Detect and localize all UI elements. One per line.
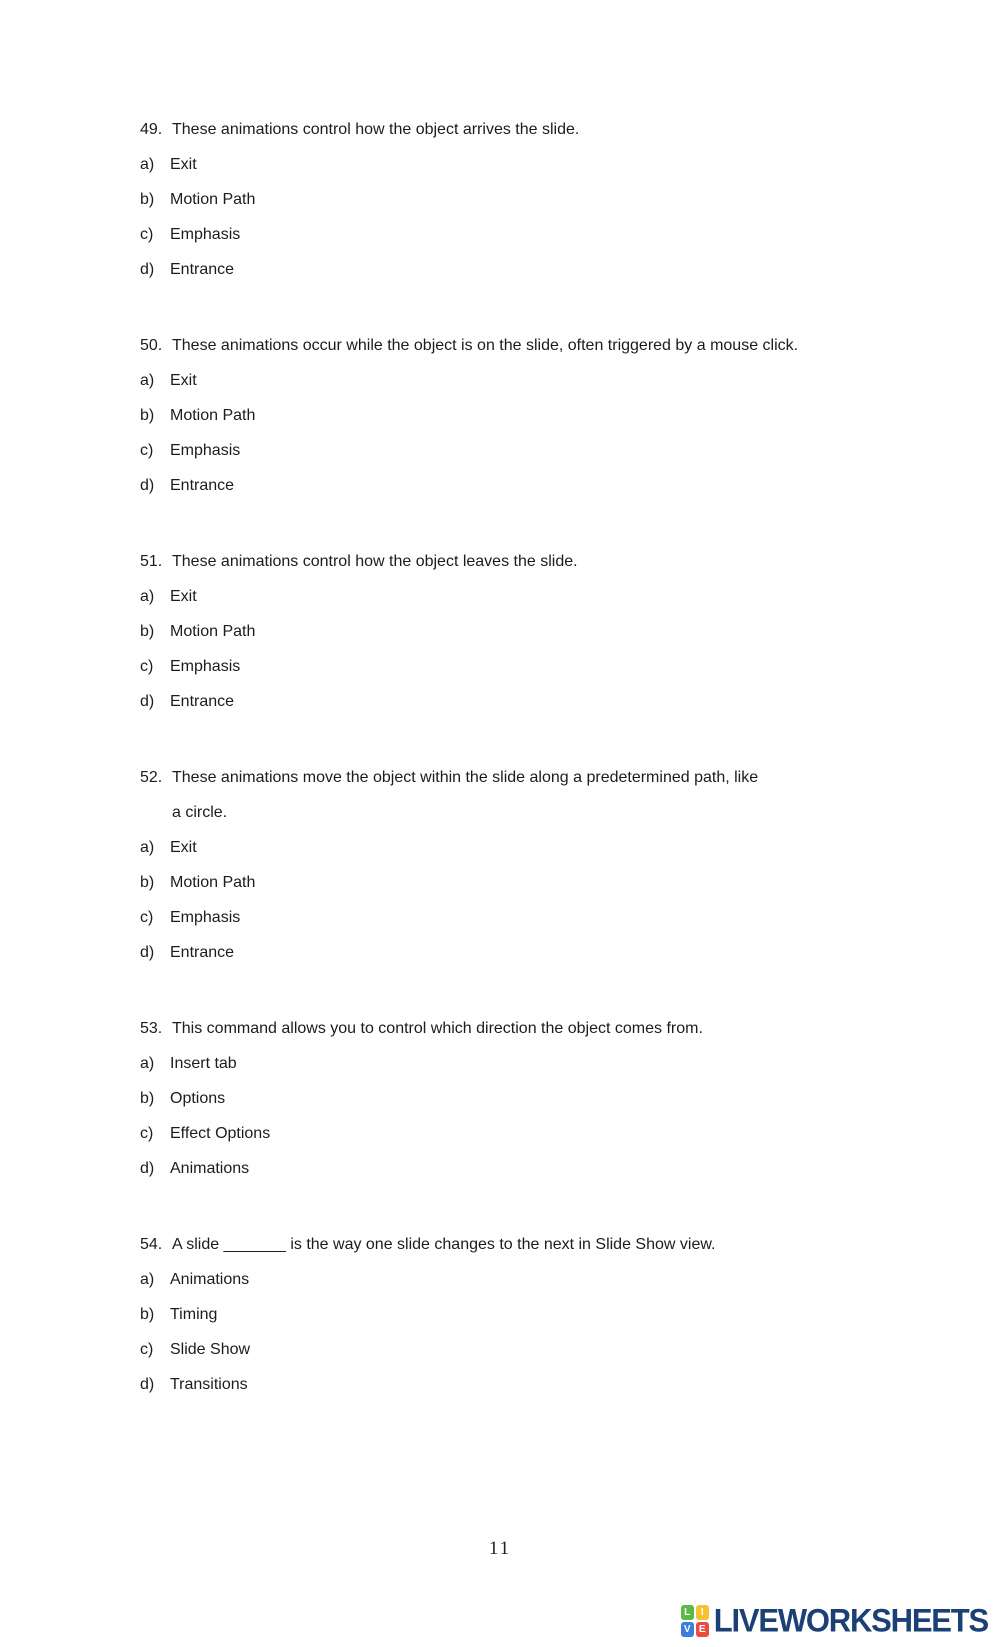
question-text: A slide _______ is the way one slide changes to the next in Slide Show view. — [172, 1236, 716, 1253]
option-letter: d) — [140, 477, 155, 494]
logo-square-l: L — [681, 1605, 694, 1620]
option-letter: b) — [140, 1090, 155, 1107]
option-row[interactable] — [140, 579, 960, 614]
option-label: Slide Show — [170, 1341, 251, 1358]
option-row[interactable] — [140, 433, 960, 468]
option-row[interactable] — [140, 1151, 960, 1186]
option-letter: b) — [140, 1306, 155, 1323]
option-letter: d) — [140, 1160, 155, 1177]
question-number: 53. — [140, 1020, 163, 1037]
option-letter: c) — [140, 1125, 154, 1142]
option-label: Entrance — [170, 261, 235, 278]
question-number: 54. — [140, 1236, 163, 1253]
option-label: Options — [170, 1090, 226, 1107]
option-letter: b) — [140, 191, 155, 208]
option-letter: d) — [140, 261, 155, 278]
logo-square-i: I — [696, 1605, 709, 1620]
option-letter: b) — [140, 623, 155, 640]
option-label: Exit — [170, 372, 197, 389]
option-label: Entrance — [170, 477, 235, 494]
option-row[interactable] — [140, 1046, 960, 1081]
option-letter: b) — [140, 874, 155, 891]
option-row[interactable] — [140, 1297, 960, 1332]
option-row[interactable] — [140, 865, 960, 900]
question-number: 52. — [140, 769, 163, 786]
question-line — [140, 328, 960, 363]
option-label: Emphasis — [170, 658, 241, 675]
question-line — [140, 1227, 960, 1262]
logo-square-v: V — [681, 1622, 694, 1637]
question-number: 49. — [140, 121, 163, 138]
option-letter: a) — [140, 1271, 155, 1288]
brand-wordmark: LIVEWORKSHEETS — [713, 1602, 988, 1639]
option-letter: c) — [140, 1341, 154, 1358]
option-row[interactable] — [140, 1262, 960, 1297]
option-label: Motion Path — [170, 407, 256, 424]
page-number: 11 — [488, 1538, 512, 1559]
option-letter: c) — [140, 226, 154, 243]
option-row[interactable] — [140, 468, 960, 503]
option-label: Exit — [170, 588, 197, 605]
question-text: These animations control how the object arrives the slide. — [172, 121, 580, 138]
option-letter: c) — [140, 909, 154, 926]
logo-square-e: E — [696, 1622, 709, 1637]
option-letter: a) — [140, 1055, 155, 1072]
option-row[interactable] — [140, 147, 960, 182]
option-label: Motion Path — [170, 191, 256, 208]
liveworksheets-logo[interactable] — [681, 1603, 988, 1639]
question-line — [140, 544, 960, 579]
option-label: Transitions — [170, 1376, 248, 1393]
option-letter: d) — [140, 693, 155, 710]
option-label: Animations — [170, 1271, 250, 1288]
option-row[interactable] — [140, 935, 960, 970]
question-line — [140, 112, 960, 147]
question-block-50 — [140, 328, 960, 503]
option-letter: d) — [140, 944, 155, 961]
question-block-52 — [140, 760, 960, 970]
question-number: 50. — [140, 337, 163, 354]
option-label: Emphasis — [170, 909, 241, 926]
option-row[interactable] — [140, 649, 960, 684]
question-block-49 — [140, 112, 960, 287]
option-letter: c) — [140, 658, 154, 675]
option-row[interactable] — [140, 1332, 960, 1367]
option-label: Exit — [170, 156, 197, 173]
option-row[interactable] — [140, 1116, 960, 1151]
option-letter: d) — [140, 1376, 155, 1393]
option-letter: a) — [140, 156, 155, 173]
liveworksheets-logo-icon — [681, 1605, 709, 1637]
option-row[interactable] — [140, 830, 960, 865]
question-text-line2: a circle. — [172, 804, 228, 821]
option-row[interactable] — [140, 614, 960, 649]
option-letter: a) — [140, 839, 155, 856]
option-letter: a) — [140, 372, 155, 389]
question-line — [140, 1011, 960, 1046]
option-row[interactable] — [140, 900, 960, 935]
option-row[interactable] — [140, 182, 960, 217]
option-letter: b) — [140, 407, 155, 424]
option-letter: c) — [140, 442, 154, 459]
option-label: Emphasis — [170, 226, 241, 243]
option-label: Entrance — [170, 944, 235, 961]
question-line — [140, 760, 960, 795]
question-block-51 — [140, 544, 960, 719]
question-text: These animations occur while the object is on the slide, often triggered by a mouse click. — [172, 337, 799, 354]
question-block-53 — [140, 1011, 960, 1186]
option-label: Emphasis — [170, 442, 241, 459]
question-number: 51. — [140, 553, 163, 570]
option-label: Motion Path — [170, 874, 256, 891]
option-row[interactable] — [140, 217, 960, 252]
question-block-54 — [140, 1227, 960, 1402]
option-row[interactable] — [140, 1367, 960, 1402]
option-label: Effect Options — [170, 1125, 271, 1142]
option-row[interactable] — [140, 252, 960, 287]
question-text: These animations move the object within the slide along a predetermined path, like — [172, 769, 759, 786]
option-label: Entrance — [170, 693, 235, 710]
option-label: Timing — [170, 1306, 218, 1323]
option-row[interactable] — [140, 1081, 960, 1116]
question-text: This command allows you to control which direction the object comes from. — [172, 1020, 703, 1037]
option-row[interactable] — [140, 398, 960, 433]
option-label: Insert tab — [170, 1055, 237, 1072]
option-label: Motion Path — [170, 623, 256, 640]
option-label: Animations — [170, 1160, 250, 1177]
option-row[interactable] — [140, 684, 960, 719]
option-label: Exit — [170, 839, 197, 856]
option-letter: a) — [140, 588, 155, 605]
question-text: These animations control how the object leaves the slide. — [172, 553, 578, 570]
option-row[interactable] — [140, 363, 960, 398]
